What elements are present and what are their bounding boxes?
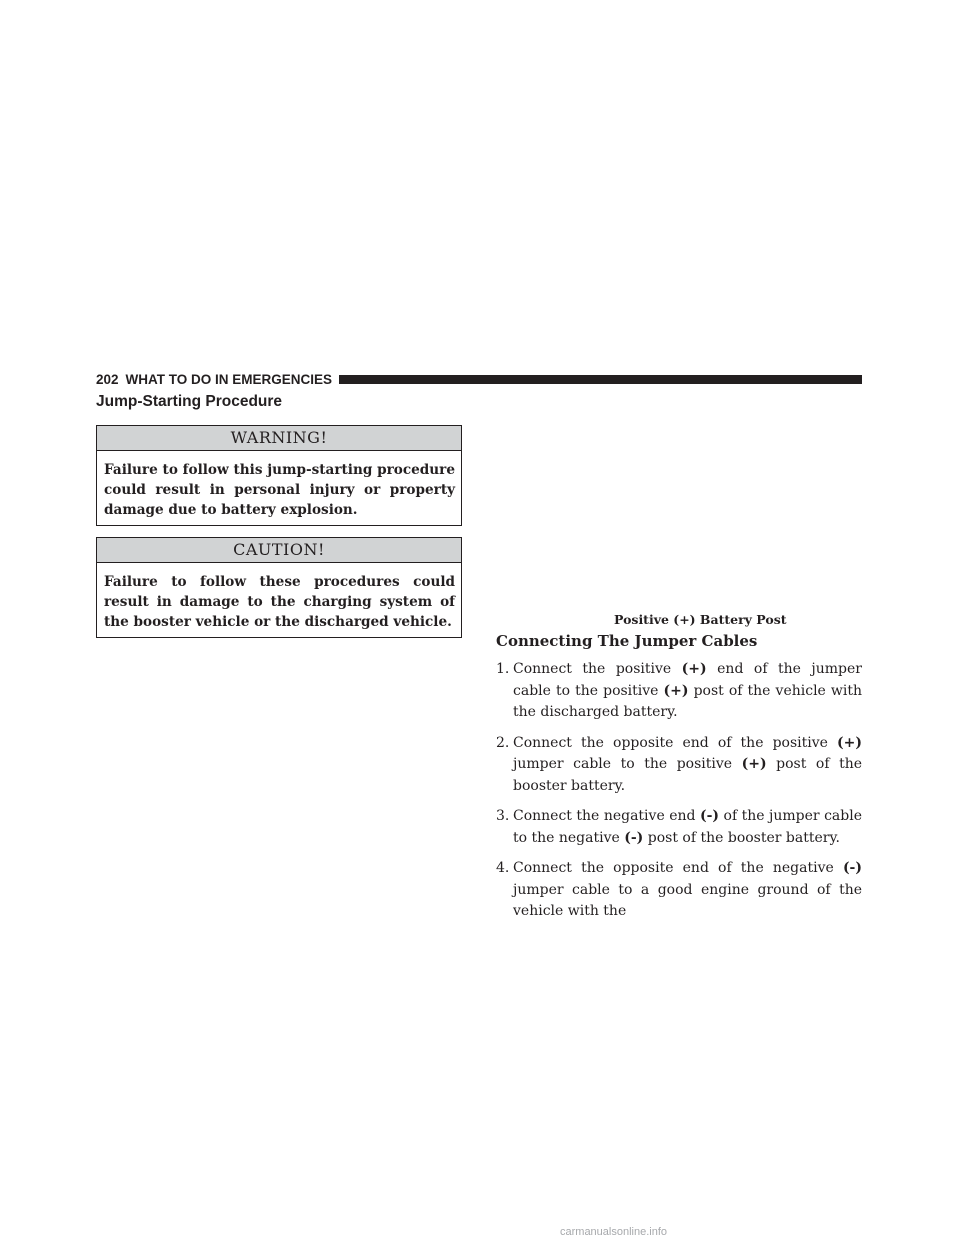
caution-title: CAUTION! — [97, 538, 461, 563]
step-text: Connect the positive (+) end of the jumper cable to the positive (+) post of the vehicle with the discharged battery. — [513, 661, 863, 720]
step-text: Connect the opposite end of the positive (+) jumper cable to the positive (+) post of the booster battery. — [513, 734, 862, 794]
step-text: Connect the negative end (-) of the jumper cable to the negative (-) post of the booster battery. — [513, 808, 862, 846]
header-rule — [339, 375, 862, 384]
warning-box — [96, 425, 462, 526]
step-item — [496, 806, 862, 849]
step-item — [496, 733, 862, 798]
warning-text: Failure to follow this jump-starting procedure could result in personal injury or property damage due to battery explosion. — [104, 462, 455, 518]
caution-text: Failure to follow these procedures could result in damage to the charging system of the booster vehicle or the discharged vehicle. — [104, 574, 455, 630]
step-item — [496, 858, 862, 923]
running-header — [96, 370, 862, 388]
section-title: Jump-Starting Procedure — [96, 393, 283, 410]
step-item — [496, 659, 862, 724]
step-text: Connect the opposite end of the negative (-) jumper cable to a good engine ground of the vehicle with the — [513, 860, 862, 919]
step-number: 2. — [496, 734, 510, 751]
step-number: 1. — [496, 661, 510, 677]
subsection-title: Connecting The Jumper Cables — [496, 632, 758, 650]
caution-box — [96, 537, 462, 638]
step-number: 4. — [496, 860, 510, 876]
page-number: 202 — [96, 371, 119, 387]
figure-caption: Positive (+) Battery Post — [614, 612, 787, 627]
step-number: 3. — [496, 808, 510, 824]
watermark-link[interactable]: carmanualsonline.info — [560, 1226, 668, 1238]
warning-title: WARNING! — [97, 426, 461, 451]
steps-list — [496, 659, 862, 932]
section-name: WHAT TO DO IN EMERGENCIES — [125, 371, 333, 387]
